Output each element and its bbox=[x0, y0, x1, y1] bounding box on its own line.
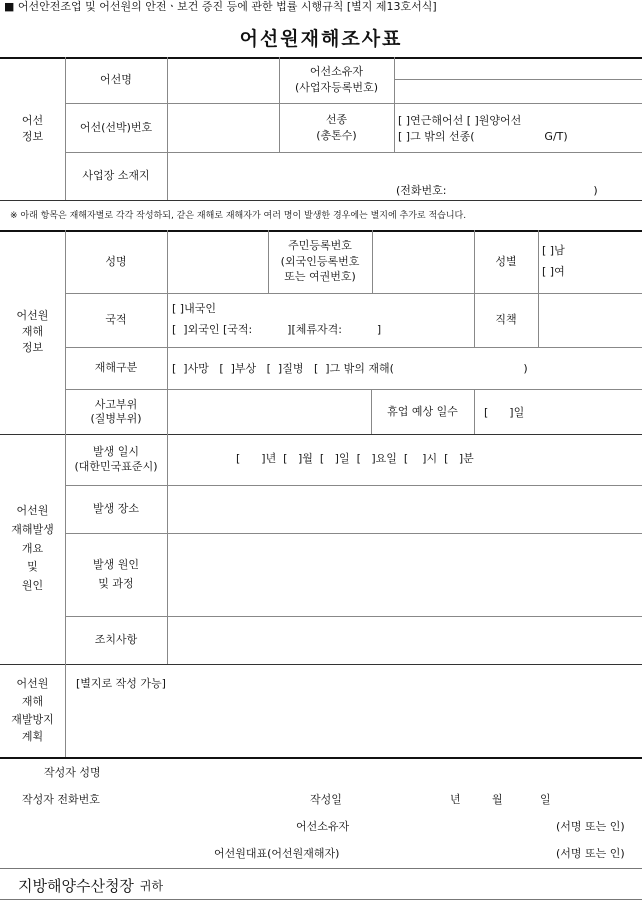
vessel-number-label: 어선(선박)번호 bbox=[79, 120, 153, 134]
vessel-type-label: 선종 (총톤수) bbox=[316, 112, 357, 142]
notice-text: ※ 아래 항목은 재해자별로 각각 작성하되, 같은 재해로 재해자가 여러 명이 발생한 경우에는 별지에 추가로 적습니다. bbox=[10, 210, 467, 221]
date-year[interactable]: 년 bbox=[450, 793, 461, 806]
place-label: 발생 장소 bbox=[92, 502, 139, 516]
category-options[interactable]: [ ]사망 [ ]부상 [ ]질병 [ ]그 밖의 재해( ) bbox=[172, 362, 528, 375]
place-field[interactable] bbox=[168, 486, 641, 532]
victim-name-label: 성명 bbox=[105, 254, 127, 268]
nationality-options[interactable]: [ ]내국인 [ ]외국인 [국적: ][체류자격: ] bbox=[172, 302, 382, 336]
leave-days-label: 휴업 예상 일수 bbox=[387, 404, 458, 418]
date-month[interactable]: 월 bbox=[492, 793, 503, 806]
vessel-owner-field[interactable] bbox=[395, 58, 641, 78]
category-label: 재해구분 bbox=[94, 361, 138, 375]
date-label: 작성일 bbox=[310, 793, 342, 806]
leave-days-field[interactable]: [ ]일 bbox=[484, 405, 525, 419]
vessel-name-label: 어선명 bbox=[100, 73, 132, 87]
workplace-phone[interactable]: (전화번호: ) bbox=[396, 184, 598, 197]
vessel-info-label: 어선 정보 bbox=[21, 113, 44, 143]
prevention-plan-label: 어선원 재해 재발방지 계획 bbox=[11, 677, 54, 744]
date-day[interactable]: 일 bbox=[540, 793, 551, 806]
owner-signature[interactable]: (서명 또는 인) bbox=[556, 820, 625, 833]
representative-signature[interactable]: (서명 또는 인) bbox=[556, 847, 625, 860]
workplace-address-field[interactable] bbox=[168, 153, 641, 183]
victim-info-label: 어선원 재해 정보 bbox=[16, 309, 49, 354]
workplace-label: 사업장 소재지 bbox=[82, 169, 150, 183]
nationality-label: 국적 bbox=[105, 313, 127, 327]
vessel-number-field[interactable] bbox=[168, 104, 278, 151]
owner-label: 어선소유자 bbox=[296, 820, 350, 833]
gender-label: 성별 bbox=[495, 254, 517, 268]
writer-phone-label: 작성자 전화번호 bbox=[22, 793, 100, 806]
position-field[interactable] bbox=[539, 294, 641, 346]
writer-name-label: 작성자 성명 bbox=[44, 766, 101, 779]
victim-name-field[interactable] bbox=[168, 231, 267, 292]
vessel-name-field[interactable] bbox=[168, 58, 278, 102]
representative-label: 어선원대표(어선원재해자) bbox=[214, 847, 340, 860]
victim-id-label: 주민등록번호 (외국인등록번호 또는 여권번호) bbox=[280, 238, 360, 284]
prevention-plan-note: [별지로 작성 가능] bbox=[76, 677, 166, 690]
accident-overview-label: 어선원 재해발생 개요 및 원인 bbox=[11, 504, 54, 593]
form-header-note: ■ 어선안전조업 및 어선원의 안전ㆍ보건 증진 등에 관한 법률 시행규칙 [별지 제13호서식] bbox=[4, 0, 437, 13]
injury-part-label: 사고부위 (질병부위) bbox=[90, 398, 142, 425]
injury-part-field[interactable] bbox=[168, 390, 370, 433]
page-title: 어선원재해조사표 bbox=[239, 28, 403, 51]
action-field[interactable] bbox=[168, 617, 641, 663]
vessel-type-options[interactable]: [ ]연근해어선 [ ]원양어선 [ ]그 밖의 선종( G/T) bbox=[398, 113, 568, 143]
business-registration-field[interactable] bbox=[395, 80, 641, 102]
cause-field[interactable] bbox=[168, 534, 641, 615]
datetime-label: 발생 일시 (대한민국표준시) bbox=[74, 445, 158, 473]
action-label: 조치사항 bbox=[94, 633, 138, 647]
position-label: 직책 bbox=[495, 313, 517, 327]
victim-id-field[interactable] bbox=[373, 231, 473, 292]
gender-options[interactable]: [ ]남 [ ]여 bbox=[542, 243, 565, 278]
vessel-owner-label: 어선소유자 (사업자등록번호) bbox=[295, 65, 378, 94]
prevention-plan-field[interactable] bbox=[66, 695, 641, 755]
cause-label: 발생 원인 및 과정 bbox=[92, 557, 139, 590]
authority-name: 지방해양수산청장 bbox=[18, 876, 134, 895]
datetime-field[interactable]: [ ]년 [ ]월 [ ]일 [ ]요일 [ ]시 [ ]분 bbox=[236, 452, 474, 465]
authority-suffix: 귀하 bbox=[139, 878, 164, 893]
